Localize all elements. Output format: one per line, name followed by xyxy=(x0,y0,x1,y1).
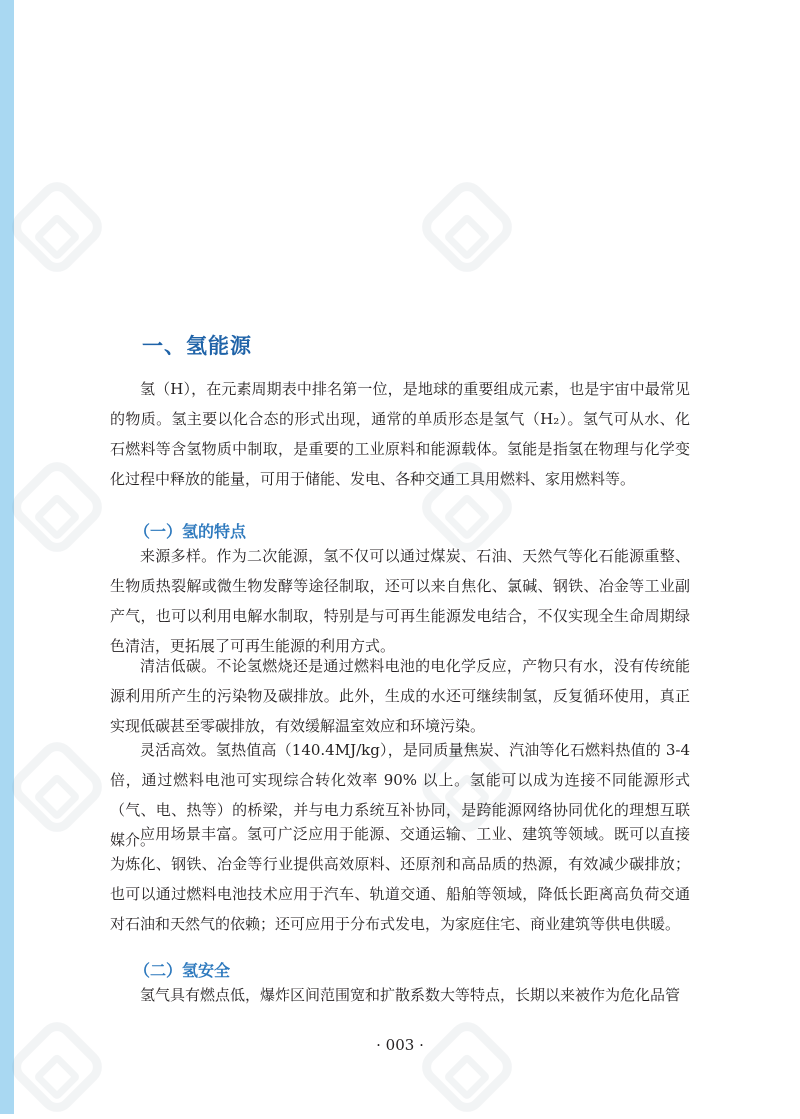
watermark-logo-icon xyxy=(20,470,94,544)
subsection-title-features: （一）氢的特点 xyxy=(134,522,247,541)
side-color-bar xyxy=(0,0,14,1114)
section-title: 一、氢能源 xyxy=(142,334,252,358)
watermark-logo-icon xyxy=(20,190,94,264)
page-number: · 003 · xyxy=(376,1036,424,1054)
paragraph-applications: 应用场景丰富。氢可广泛应用于能源、交通运输、工业、建筑等领域。既可以直接为炼化、钢铁、冶金等行业提供高效原料、还原剂和高品质的热源，有效减少碳排放；也可以通过燃料电池技术应用于汽车、轨道交通、船舶等领域，降低长距离高负荷交通对石油和天然气的依赖；还可应用于分布式发电，为家庭住宅、商业建筑等供电供暖。 xyxy=(110,825,690,933)
watermark-logo-icon xyxy=(20,750,94,824)
paragraph-flexible-efficient: 灵活高效。氢热值高（140.4MJ/kg），是同质量焦炭、汽油等化石燃料热值的 3-4 倍，通过燃料电池可实现综合转化效率 90% 以上。氢能可以成为连接不同能源形式（气、电、热等）的桥梁，并与电力系统互补协同，是跨能源网络协同优化的理想互联媒介。 xyxy=(110,741,690,849)
intro-paragraph: 氢（H），在元素周期表中排名第一位，是地球的重要组成元素，也是宇宙中最常见的物质。氢主要以化合态的形式出现，通常的单质形态是氢气（H₂）。氢气可从水、化石燃料等含氢物质中制取，是重要的工业原料和能源载体。氢能是指氢在物理与化学变化过程中释放的能量，可用于储能、发电、各种交通工具用燃料、家用燃料等。 xyxy=(110,380,690,488)
paragraph-hydrogen-safety: 氢气具有燃点低，爆炸区间范围宽和扩散系数大等特点，长期以来被作为危化品管 xyxy=(140,986,681,1004)
watermark-logo-icon xyxy=(430,190,504,264)
paragraph-clean-low-carbon: 清洁低碳。不论氢燃烧还是通过燃料电池的电化学反应，产物只有水，没有传统能源利用所产生的污染物及碳排放。此外，生成的水还可继续制氢，反复循环使用，真正实现低碳甚至零碳排放，有效缓解温室效应和环境污染。 xyxy=(110,657,690,735)
paragraph-diverse-sources: 来源多样。作为二次能源，氢不仅可以通过煤炭、石油、天然气等化石能源重整、生物质热裂解或微生物发酵等途径制取，还可以来自焦化、氯碱、钢铁、冶金等工业副产气，也可以利用电解水制取，特别是与可再生能源发电结合，不仅实现全生命周期绿色清洁，更拓展了可再生能源的利用方式。 xyxy=(110,547,690,655)
subsection-title-safety: （二）氢安全 xyxy=(134,961,231,980)
